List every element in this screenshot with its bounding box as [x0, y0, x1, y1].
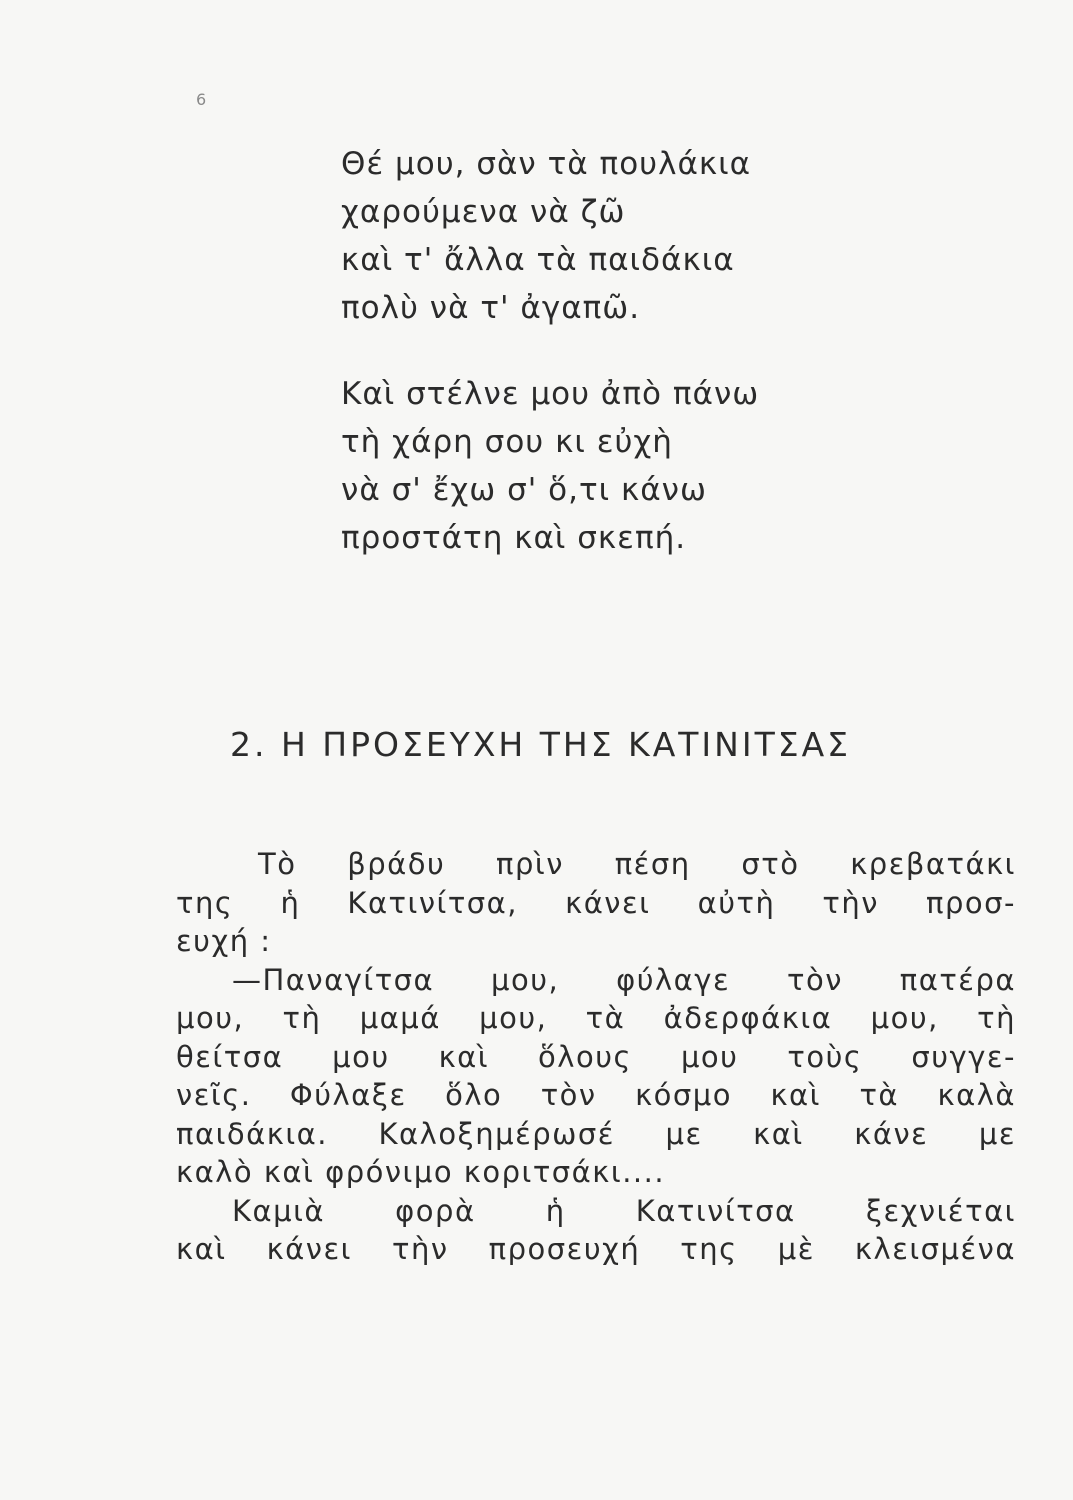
poem-stanza-2	[341, 370, 759, 562]
verse-line: προστάτη καὶ σκεπή.	[341, 520, 687, 556]
verse-line: Θέ μου, σὰν τὰ πουλάκια	[341, 146, 752, 182]
prose-line: νεῖς. Φύλαξε ὅλο τὸν κόσμο καὶ τὰ καλὰ	[176, 1078, 1016, 1112]
prose-line: Καμιὰ φορὰ ἡ Κατινίτσα ξεχνιέται	[232, 1193, 1016, 1228]
prose-line: Τὸ βράδυ πρὶν πέση στὸ κρεβατάκι	[258, 847, 1016, 881]
page-number: 6	[196, 90, 207, 109]
prose-line: παιδάκια. Καλοξημέρωσέ με καὶ κάνε με	[176, 1116, 1016, 1151]
verse-line: καὶ τ' ἄλλα τὰ παιδάκια	[341, 242, 735, 278]
verse-line: χαρούμενα νὰ ζῶ	[341, 194, 626, 230]
prose-line: —Παναγίτσα μου, φύλαγε τὸν πατέρα	[232, 962, 1016, 997]
section-heading: 2. Η ΠΡΟΣΕΥΧΗ ΤΗΣ ΚΑΤΙΝΙΤΣΑΣ	[230, 725, 852, 764]
prose-body	[176, 845, 1016, 1269]
prose-line: ευχή :	[176, 924, 272, 958]
prose-line: καὶ κάνει τὴν προσευχή της μὲ κλεισμένα	[176, 1232, 1016, 1266]
prose-line: μου, τὴ μαμά μου, τὰ ἀδερφάκια μου, τὴ	[176, 1001, 1016, 1035]
prose-line: της ἡ Κατινίτσα, κάνει αὐτὴ τὴν προσ-	[176, 885, 1016, 920]
prose-line: καλὸ καὶ φρόνιμο κοριτσάκι....	[176, 1155, 666, 1189]
poem-stanza-1	[341, 140, 751, 332]
verse-line: τὴ χάρη σου κι εὐχὴ	[341, 424, 673, 460]
prose-line: θείτσα μου καὶ ὅλους μου τοὺς συγγε-	[176, 1039, 1016, 1074]
verse-line: πολὺ νὰ τ' ἀγαπῶ.	[341, 290, 641, 326]
verse-line: νὰ σ' ἔχω σ' ὅ,τι κάνω	[341, 472, 707, 508]
verse-line: Καὶ στέλνε μου ἀπὸ πάνω	[341, 376, 760, 412]
